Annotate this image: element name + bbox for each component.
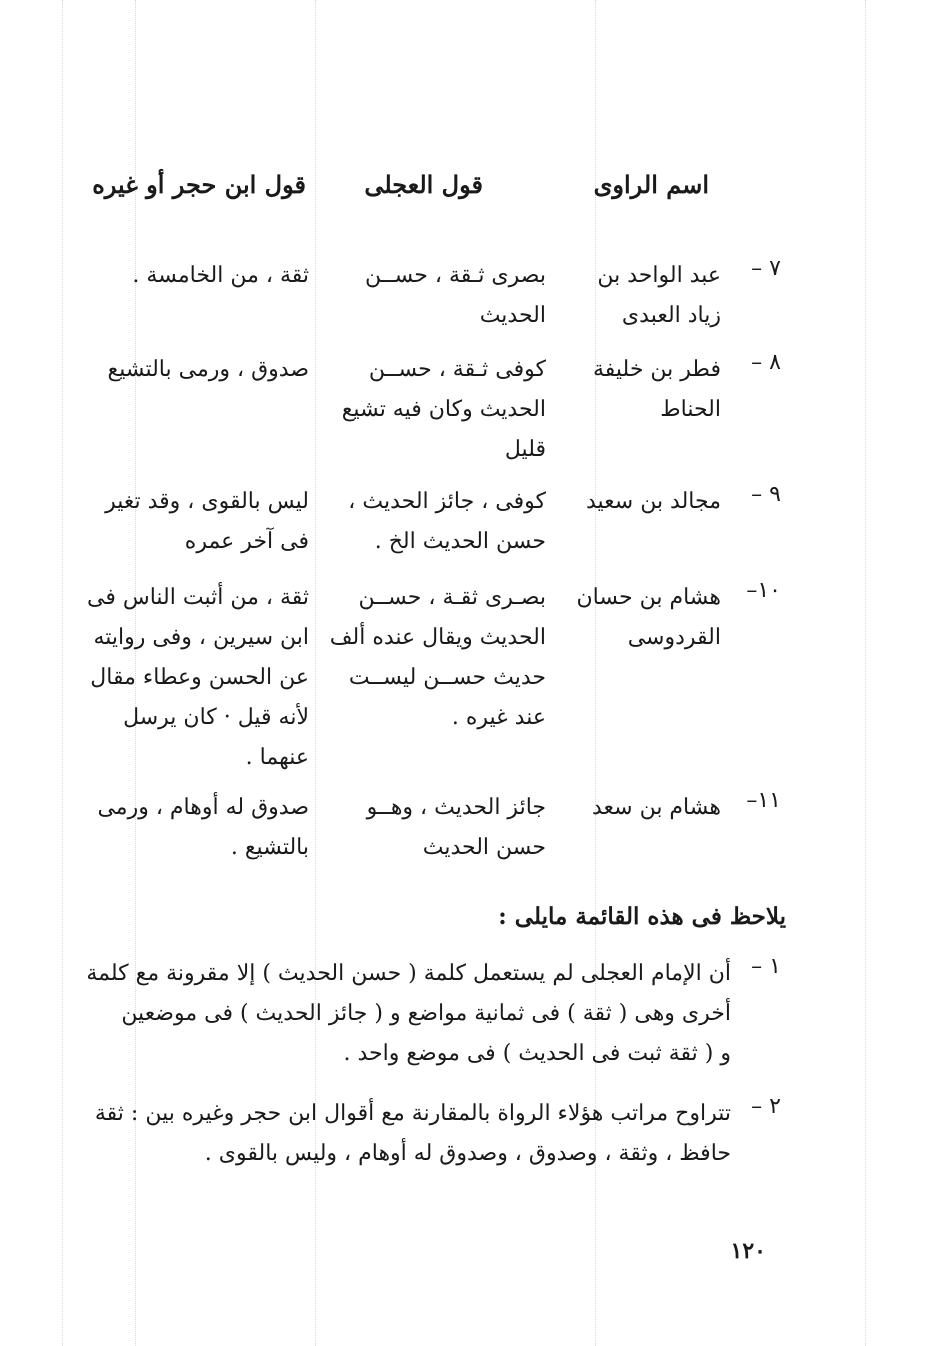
ijli-cell (326, 350, 546, 470)
paragraph-line: حافظ ، وثقة ، وصدوق ، وصدوق له أوهام ، وليس بالقوى . (204, 1141, 731, 1166)
cell-line: بالتشيع . (230, 835, 309, 860)
narrator-cell (581, 350, 721, 430)
cell-line: صدوق ، ورمى بالتشيع (107, 357, 309, 382)
cell-line: صدوق له أوهام ، ورمى (97, 795, 309, 820)
cell-line: القردوسى (627, 625, 721, 650)
paragraph-line: أخرى وهى ( ثقة ) فى ثمانية مواضع و ( جائز الحديث ) فى موضعين (121, 1001, 731, 1026)
ibn-hajar-cell (84, 788, 309, 868)
ibn-hajar-cell (84, 578, 309, 778)
cell-line: بصرى ثـقة ، حســن (365, 263, 546, 288)
row-number: ١١– (746, 788, 781, 813)
note-paragraph (94, 1094, 731, 1174)
cell-line: الحناط (660, 397, 721, 422)
header-ijli-saying: قول العجلى (364, 170, 483, 199)
cell-line: عن الحسن وعطاء مقال (90, 665, 309, 690)
cell-line: عبد الواحد بن (597, 263, 721, 288)
cell-line: هشام بن سعد (591, 795, 721, 820)
ibn-hajar-cell (84, 482, 309, 562)
cell-line: عنهما . (245, 745, 309, 770)
ijli-cell (326, 256, 546, 336)
cell-line: ليس بالقوى ، وقد تغير (105, 489, 309, 514)
ibn-hajar-cell (84, 256, 309, 296)
row-number: ١٠– (746, 578, 781, 603)
paragraph-line: تتراوح مراتب هؤلاء الرواة بالمقارنة مع أقوال ابن حجر وغيره بين : ثقة (94, 1101, 731, 1126)
scan-guide-line (865, 0, 866, 1346)
cell-line: فطر بن خليفة (592, 357, 721, 382)
row-number: ٧ – (751, 256, 781, 281)
cell-line: حسن الحديث الخ . (374, 529, 546, 554)
paragraph-line: أن الإمام العجلى لم يستعمل كلمة ( حسن الحديث ) إلا مقرونة مع كلمة (86, 961, 731, 986)
narrator-cell (581, 256, 721, 336)
cell-line: جائز الحديث ، وهــو (366, 795, 546, 820)
row-number: ٩ – (751, 482, 781, 507)
paragraph-line: و ( ثقة ثبت فى الحديث ) فى موضع واحد . (343, 1041, 731, 1066)
note-number: ٢ – (751, 1094, 781, 1119)
header-narrator-name: اسم الراوى (593, 170, 709, 199)
cell-line: عند غيره . (451, 705, 546, 730)
cell-line: مجالد بن سعيد (585, 489, 721, 514)
header-ibn-hajar-saying: قول ابن حجر أو غيره (92, 170, 306, 199)
cell-line: الحديث (479, 303, 546, 328)
note-number: ١ – (751, 954, 781, 979)
cell-line: هشام بن حسان (576, 585, 721, 610)
cell-line: قليل (504, 437, 546, 462)
cell-line: بصـرى ثقـة ، حســن (358, 585, 546, 610)
cell-line: حديث حســن ليســت (348, 665, 546, 690)
note-paragraph (86, 954, 731, 1074)
cell-line: الحديث ويقال عنده ألف (329, 625, 546, 650)
ibn-hajar-cell (84, 350, 309, 390)
page-number: ١٢٠ (730, 1238, 766, 1264)
cell-line: زياد العبدى (621, 303, 721, 328)
ijli-cell (326, 482, 546, 562)
cell-line: ابن سيرين ، وفى روايته (93, 625, 309, 650)
cell-line: كوفى ، جائز الحديث ، (348, 489, 546, 514)
cell-line: حسن الحديث (422, 835, 546, 860)
cell-line: لأنه قيل · كان يرسل (123, 705, 309, 730)
notes-title: يلاحظ فى هذه القائمة مايلى : (498, 903, 786, 930)
cell-line: فى آخر عمره (184, 529, 309, 554)
cell-line: كوفى ثـقة ، حســن (368, 357, 546, 382)
ijli-cell (326, 578, 546, 738)
cell-line: ثقة ، من الخامسة . (132, 263, 309, 288)
narrator-cell (576, 578, 721, 658)
narrator-cell (581, 788, 721, 828)
cell-line: الحديث وكان فيه تشيع (341, 397, 546, 422)
scan-guide-line (62, 0, 63, 1346)
narrator-cell (581, 482, 721, 522)
cell-line: ثقة ، من أثبت الناس فى (87, 585, 309, 610)
row-number: ٨ – (751, 350, 781, 375)
ijli-cell (326, 788, 546, 868)
